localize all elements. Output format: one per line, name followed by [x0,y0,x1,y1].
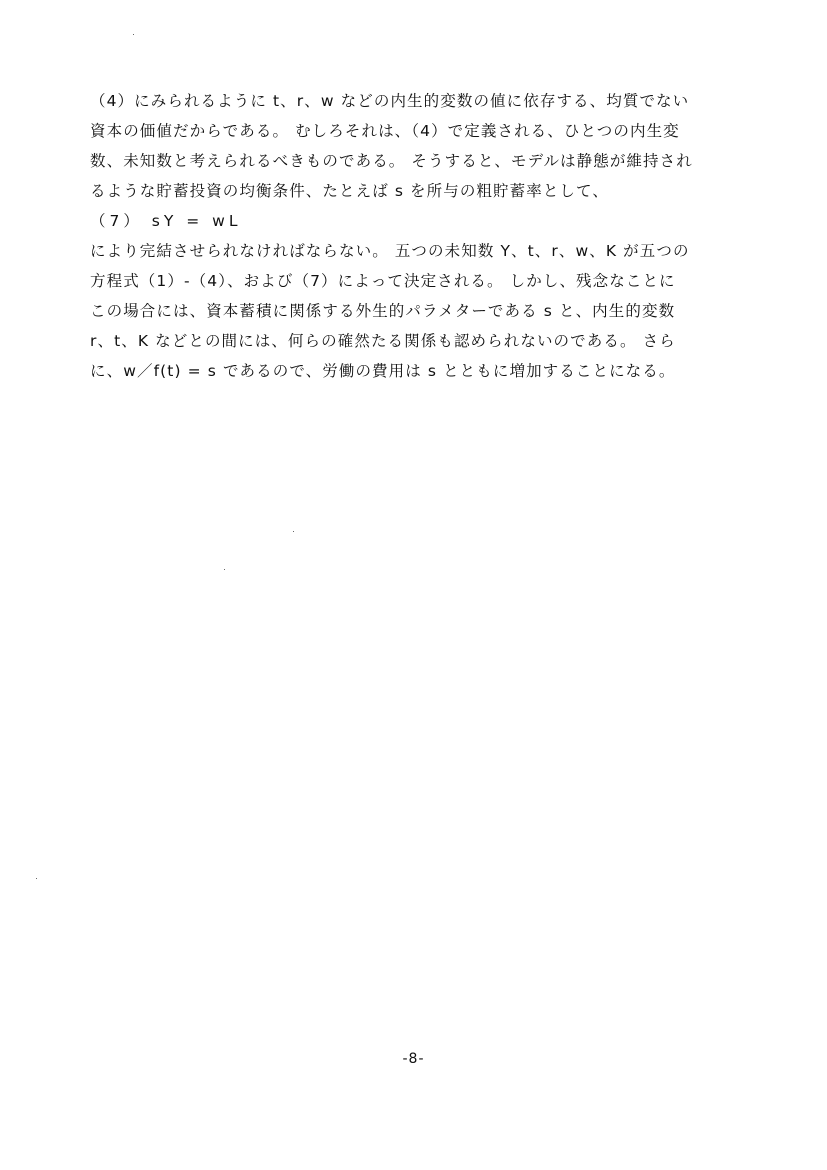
page-number: -8- [402,1051,425,1067]
equation-line: （7） sY = wL [90,212,242,230]
text-line: 方程式（1）-（4）、および（7）によって決定される。 しかし、残念なことに [90,272,676,290]
text-line: に、w／f(t) = s であるので、労働の費用は s とともに増加することになる。 [90,362,676,380]
text-line: この場合には、資本蓄積に関係する外生的パラメターである s と、内生的変数 [90,302,676,320]
text-line: r、t、K などとの間には、何らの確然たる関係も認められないのである。 さら [90,332,676,350]
scan-speck [36,878,37,879]
text-line: （4）にみられるように t、r、w などの内生的変数の値に依存する、均質でない [90,92,690,110]
scan-speck [224,569,225,570]
scan-speck [293,531,294,532]
text-line: るような貯蓄投資の均衡条件、たとえば s を所与の粗貯蓄率として、 [90,182,609,200]
text-line: 数、未知数と考えられるべきものである。 そうすると、モデルは静態が維持され [90,152,693,170]
text-line: により完結させられなければならない。 五つの未知数 Y、t、r、w、K が五つの [90,242,690,260]
text-line: 資本の価値だからである。 むしろそれは、（4）で定義される、ひとつの内生変 [90,122,680,140]
scan-speck [133,34,134,35]
body-text [90,86,770,386]
